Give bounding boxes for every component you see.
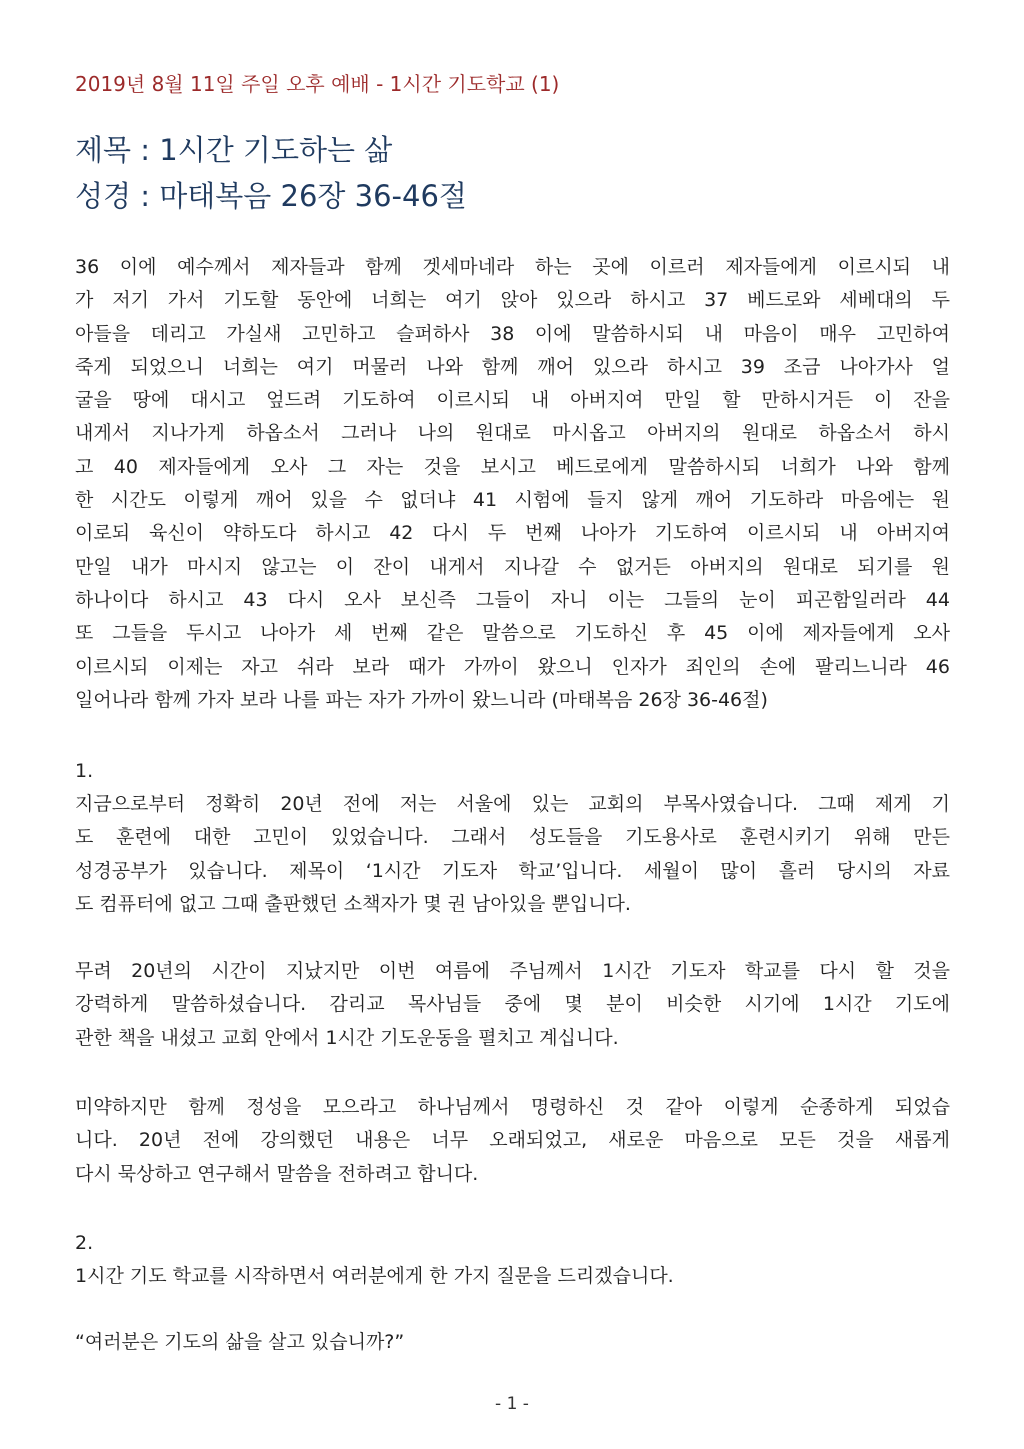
service-date-header: 2019년 8월 11일 주일 오후 예배 - 1시간 기도학교 (1) <box>75 72 560 96</box>
paragraph-line: 지금으로부터 정확히 20년 전에 저는 서울에 있는 교회의 부목사였습니다. 그때 제게 기 <box>75 793 950 815</box>
scripture-line: 이로되 육신이 약하도다 하시고 42 다시 두 번째 나아가 기도하여 이르시되 내 아버지여 <box>75 522 950 545</box>
paragraph-line: 다시 묵상하고 연구해서 말씀을 전하려고 합니다. <box>75 1162 479 1185</box>
section-number: 2. <box>75 1232 94 1254</box>
section-2-paragraph-1 <box>75 1260 950 1293</box>
scripture-line: 또 그들을 두시고 나아가 세 번째 같은 말씀으로 기도하신 후 45 이에 제자들에게 오사 <box>75 622 950 645</box>
scripture-line: 하나이다 하시고 43 다시 오사 보신즉 그들이 자니 이는 그들의 눈이 피곤함일러라 44 <box>75 588 950 611</box>
paragraph-line: 관한 책을 내셨고 교회 안에서 1시간 기도운동을 펼치고 계십니다. <box>75 1026 619 1049</box>
paragraph-line: 성경공부가 있습니다. 제목이 ‘1시간 기도자 학교’입니다. 세월이 많이 흘러 당시의 자료 <box>75 859 950 882</box>
paragraph-line: 도 컴퓨터에 없고 그때 출판했던 소책자가 몇 권 남아있을 뿐입니다. <box>75 892 631 915</box>
quote-line: “여러분은 기도의 삶을 살고 있습니까?” <box>75 1331 405 1353</box>
paragraph-line: 강력하게 말씀하셨습니다. 감리교 목사님들 중에 몇 분이 비슷한 시기에 1시간 기도에 <box>75 993 950 1016</box>
scripture-line: 고 40 제자들에게 오사 그 자는 것을 보시고 베드로에게 말씀하시되 너희가 나와 함께 <box>75 455 950 478</box>
scripture-passage <box>75 251 950 717</box>
section-1-number <box>75 755 950 788</box>
scripture-line: 굴을 땅에 대시고 엎드려 기도하여 이르시되 내 아버지여 만일 할 만하시거든 이 잔을 <box>75 389 950 412</box>
paragraph-line: 1시간 기도 학교를 시작하면서 여러분에게 한 가지 질문을 드리겠습니다. <box>75 1265 674 1287</box>
paragraph-line: 니다. 20년 전에 강의했던 내용은 너무 오래되었고, 새로운 마음으로 모든 것을 새롭게 <box>75 1129 950 1152</box>
section-1-paragraph-2 <box>75 955 950 1055</box>
section-2-number <box>75 1227 950 1260</box>
scripture-line: 만일 내가 마시지 않고는 이 잔이 내게서 지나갈 수 없거든 아버지의 원대로 되기를 원 <box>75 555 950 578</box>
paragraph-line: 무려 20년의 시간이 지났지만 이번 여름에 주님께서 1시간 기도자 학교를 다시 할 것을 <box>75 960 950 982</box>
paragraph-line: 미약하지만 함께 정성을 모으라고 하나님께서 명령하신 것 같아 이렇게 순종하게 되었습 <box>75 1096 950 1118</box>
scripture-line: 일어나라 함께 가자 보라 나를 파는 자가 가까이 왔느니라 (마태복음 26장 36-46절) <box>75 688 768 711</box>
section-number: 1. <box>75 760 94 782</box>
section-2-quote <box>75 1326 950 1359</box>
sermon-title: 제목 : 1시간 기도하는 삶 <box>75 133 393 167</box>
section-1-paragraph-1 <box>75 788 950 921</box>
scripture-line: 36 이에 예수께서 제자들과 함께 겟세마네라 하는 곳에 이르러 제자들에게 이르시되 내 <box>75 256 950 278</box>
scripture-line: 가 저기 가서 기도할 동안에 너희는 여기 앉아 있으라 하시고 37 베드로와 세베대의 두 <box>75 289 950 312</box>
scripture-line: 아들을 데리고 가실새 고민하고 슬퍼하사 38 이에 말씀하시되 내 마음이 매우 고민하여 <box>75 322 950 345</box>
scripture-reference: 성경 : 마태복음 26장 36-46절 <box>75 179 467 213</box>
scripture-line: 이르시되 이제는 자고 쉬라 보라 때가 가까이 왔으니 인자가 죄인의 손에 팔리느니라 46 <box>75 655 950 678</box>
page-number: - 1 - <box>495 1394 529 1414</box>
scripture-line: 죽게 되었으니 너희는 여기 머물러 나와 함께 깨어 있으라 하시고 39 조금 나아가사 얼 <box>75 355 950 378</box>
paragraph-line: 도 훈련에 대한 고민이 있었습니다. 그래서 성도들을 기도용사로 훈련시키기 위해 만든 <box>75 826 950 849</box>
scripture-line: 한 시간도 이렇게 깨어 있을 수 없더냐 41 시험에 들지 않게 깨어 기도하라 마음에는 원 <box>75 489 950 512</box>
section-1-paragraph-3 <box>75 1091 950 1191</box>
scripture-line: 내게서 지나가게 하옵소서 그러나 나의 원대로 마시옵고 아버지의 원대로 하옵소서 하시 <box>75 422 950 445</box>
